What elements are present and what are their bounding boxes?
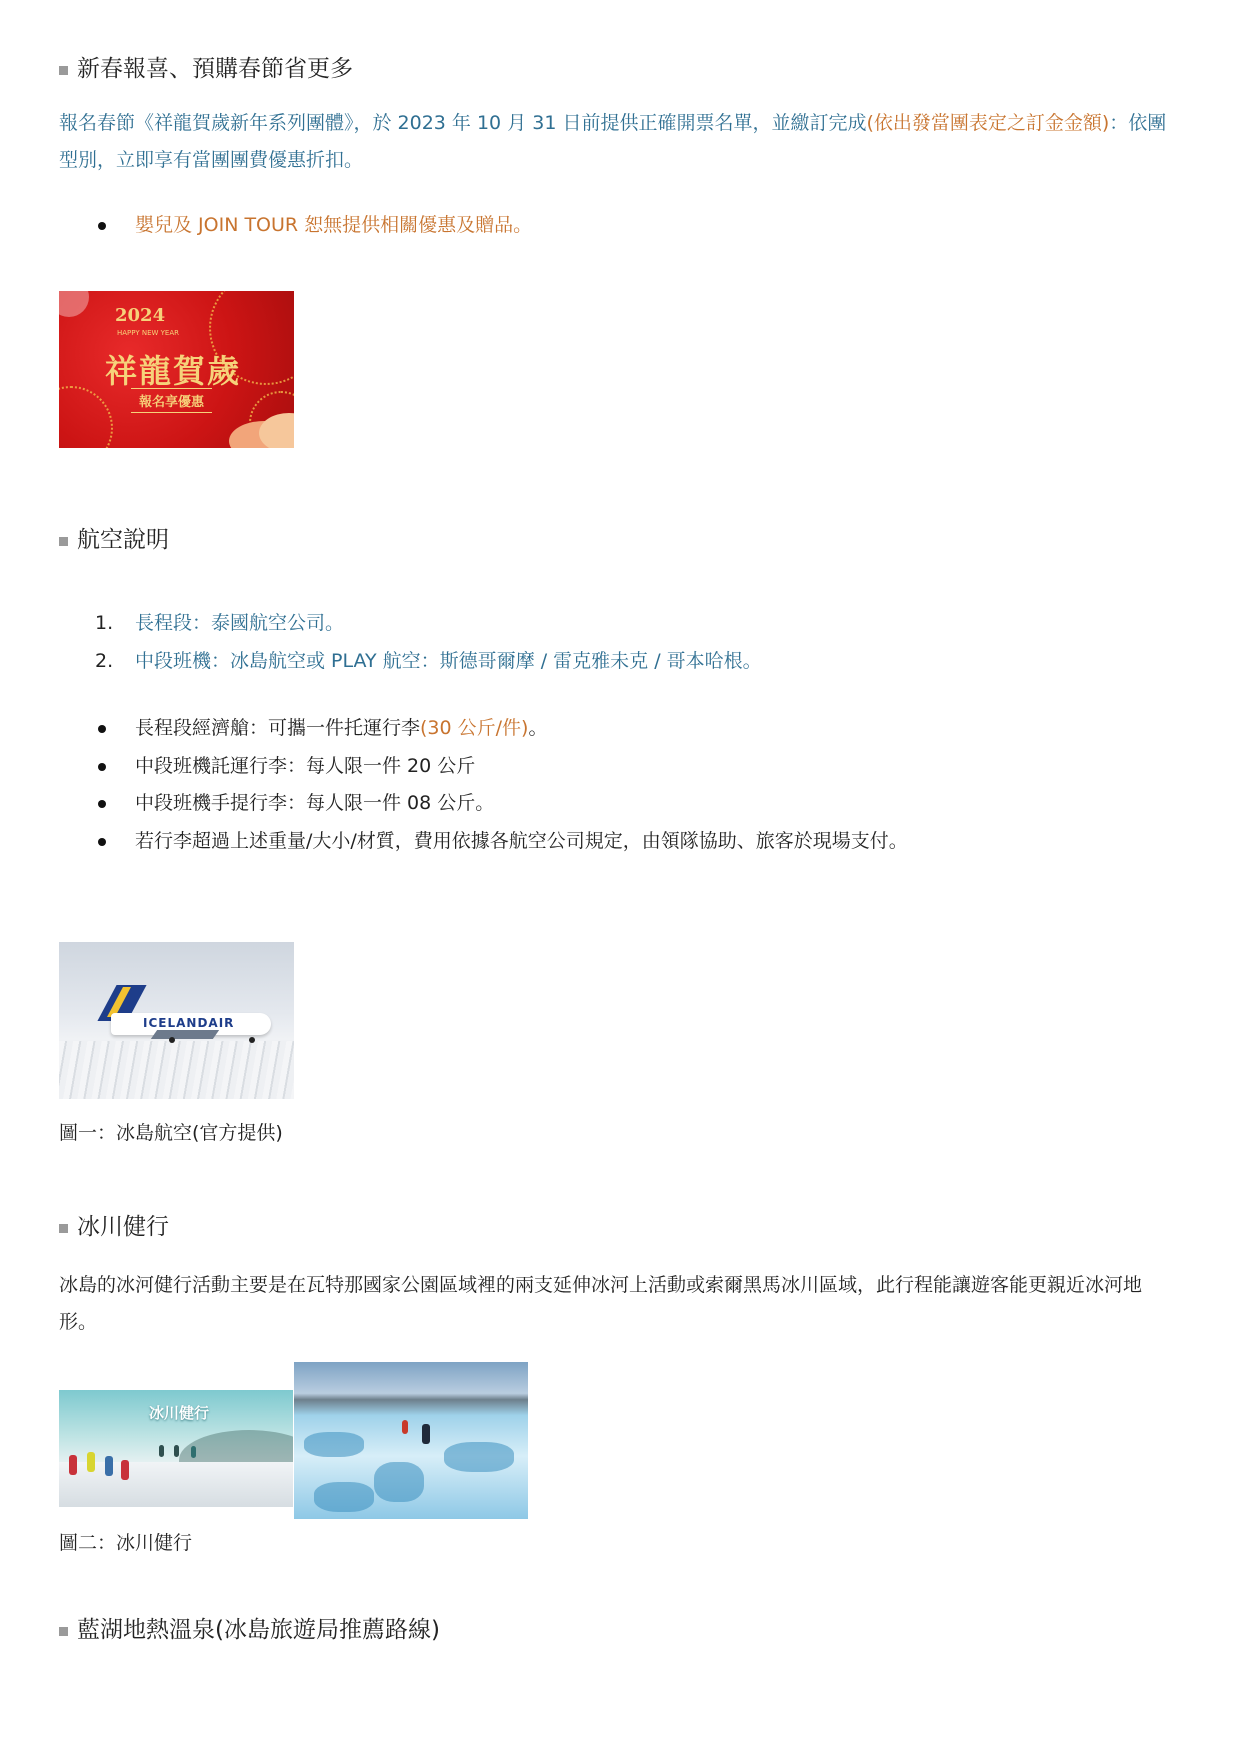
new-year-paragraph: 報名春節《祥龍賀歲新年系列團體》，於 2023 年 10 月 31 日前提供正確開票名單，並繳訂完成(依出發當團表定之訂金金額)：依團型別，立即享有當團團費優惠折扣。	[59, 112, 1167, 171]
list-item: 長程段經濟艙：可攜一件托運行李(30 公斤/件)。	[59, 710, 908, 748]
square-bullet-icon	[59, 537, 68, 546]
glacier-hiking-banner-image	[59, 1390, 293, 1507]
baggage-bullet-list	[59, 710, 908, 860]
new-year-bullet-list	[59, 207, 532, 245]
glacier-crevasse-image	[294, 1362, 528, 1519]
figure-caption-1: 圖一：冰島航空(官方提供)	[59, 1122, 283, 1144]
bullet-dot-icon	[98, 222, 106, 230]
bullet-dot-icon	[98, 725, 106, 733]
promo-image	[59, 291, 294, 448]
list-item: 嬰兒及 JOIN TOUR 恕無提供相關優惠及贈品。	[59, 207, 532, 245]
promo-subtitle: HAPPY NEW YEAR	[117, 329, 179, 337]
list-item: 1. 長程段：泰國航空公司。	[95, 612, 345, 634]
plane-brand-text: ICELANDAIR	[143, 1016, 235, 1030]
bullet-dot-icon	[98, 838, 106, 846]
section-heading-blue-lagoon: 藍湖地熱溫泉(冰島旅遊局推薦路線)	[59, 1615, 440, 1645]
icelandair-plane-image	[59, 942, 294, 1099]
bullet-dot-icon	[98, 763, 106, 771]
flight-numbered-list	[59, 605, 762, 680]
glacier-paragraph: 冰島的冰河健行活動主要是在瓦特那國家公園區域裡的兩支延伸冰河上活動或索爾黑馬冰川區域，此行程能讓遊客能更親近冰河地形。	[59, 1274, 1143, 1333]
promo-title: 祥龍賀歲	[105, 352, 242, 390]
square-bullet-icon	[59, 1627, 68, 1636]
square-bullet-icon	[59, 1224, 68, 1233]
section-heading-flight: 航空說明	[59, 525, 169, 555]
section-heading-glacier: 冰川健行	[59, 1212, 169, 1242]
square-bullet-icon	[59, 66, 68, 75]
promo-tag: 報名享優惠	[131, 388, 212, 413]
section-heading-new-year: 新春報喜、預購春節省更多	[59, 54, 353, 84]
glacier-banner-title: 冰川健行	[149, 1404, 210, 1422]
list-item: 2. 中段班機：冰島航空或 PLAY 航空：斯德哥爾摩 / 雷克雅未克 / 哥本哈根。	[95, 649, 762, 672]
list-item: 中段班機託運行李：每人限一件 20 公斤	[59, 748, 908, 786]
list-item: 若行李超過上述重量/大小/材質，費用依據各航空公司規定，由領隊協助、旅客於現場支付。	[59, 823, 908, 861]
bullet-dot-icon	[98, 800, 106, 808]
list-item: 中段班機手提行李：每人限一件 08 公斤。	[59, 785, 908, 823]
figure-caption-2: 圖二：冰川健行	[59, 1532, 193, 1554]
promo-year: 2024	[115, 305, 166, 326]
